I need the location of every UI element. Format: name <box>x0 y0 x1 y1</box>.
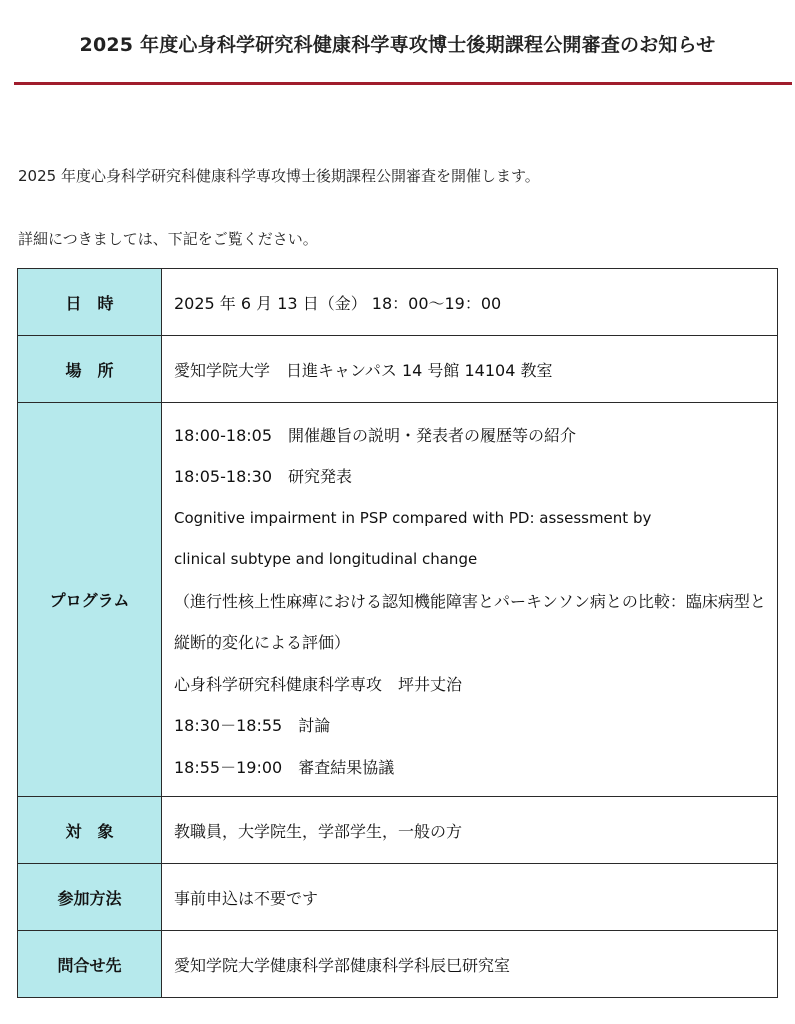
program-item-title-ja: （進行性核上性麻痺における認知機能障害とパーキンソン病との比較：臨床病型と縦断的変化による評価） <box>174 591 766 653</box>
datetime-label: 日 時 <box>18 269 162 336</box>
participation-label: 参加方法 <box>18 864 162 931</box>
table-row-datetime <box>18 269 778 336</box>
table-row-contact <box>18 931 778 998</box>
place-value: 愛知学院大学 日進キャンパス 14 号館 14104 教室 <box>162 336 778 403</box>
table-row-audience <box>18 797 778 864</box>
table-row-place <box>18 336 778 403</box>
table-row-program <box>18 403 778 797</box>
program-item-deliberation: 18:55－19:00 審査結果協議 <box>174 757 395 777</box>
page-title: 2025 年度心身科学研究科健康科学専攻博士後期課程公開審査のお知らせ <box>79 34 716 56</box>
participation-value: 事前申込は不要です <box>162 864 778 931</box>
audience-value: 教職員，大学院生，学部学生，一般の方 <box>162 797 778 864</box>
datetime-value: 2025 年 6 月 13 日（金） 18：00～19：00 <box>162 269 778 336</box>
program-item-presenter: 心身科学研究科健康科学専攻 坪井丈治 <box>174 674 463 694</box>
program-item-title-en-1: Cognitive impairment in PSP compared with PD: assessment by <box>174 508 652 527</box>
intro-text: 2025 年度心身科学研究科健康科学専攻博士後期課程公開審査を開催します。 <box>18 167 540 185</box>
event-info-table <box>17 268 778 998</box>
title-divider <box>14 82 792 85</box>
contact-value: 愛知学院大学健康科学部健康科学科辰巳研究室 <box>162 931 778 998</box>
audience-label: 対 象 <box>18 797 162 864</box>
intro-detail-text: 詳細につきましては、下記をご覧ください。 <box>18 230 318 248</box>
program-list <box>174 405 769 795</box>
table-row-participation <box>18 864 778 931</box>
program-label: プログラム <box>18 403 162 797</box>
program-value <box>162 403 778 797</box>
place-label: 場 所 <box>18 336 162 403</box>
program-item-title-en-2: clinical subtype and longitudinal change <box>174 550 478 569</box>
contact-label: 問合せ先 <box>18 931 162 998</box>
program-item-opening: 18:00-18:05 開催趣旨の説明・発表者の履歴等の紹介 <box>174 425 576 445</box>
program-item-presentation: 18:05-18:30 研究発表 <box>174 467 352 487</box>
program-item-discussion: 18:30－18:55 討論 <box>174 716 331 736</box>
